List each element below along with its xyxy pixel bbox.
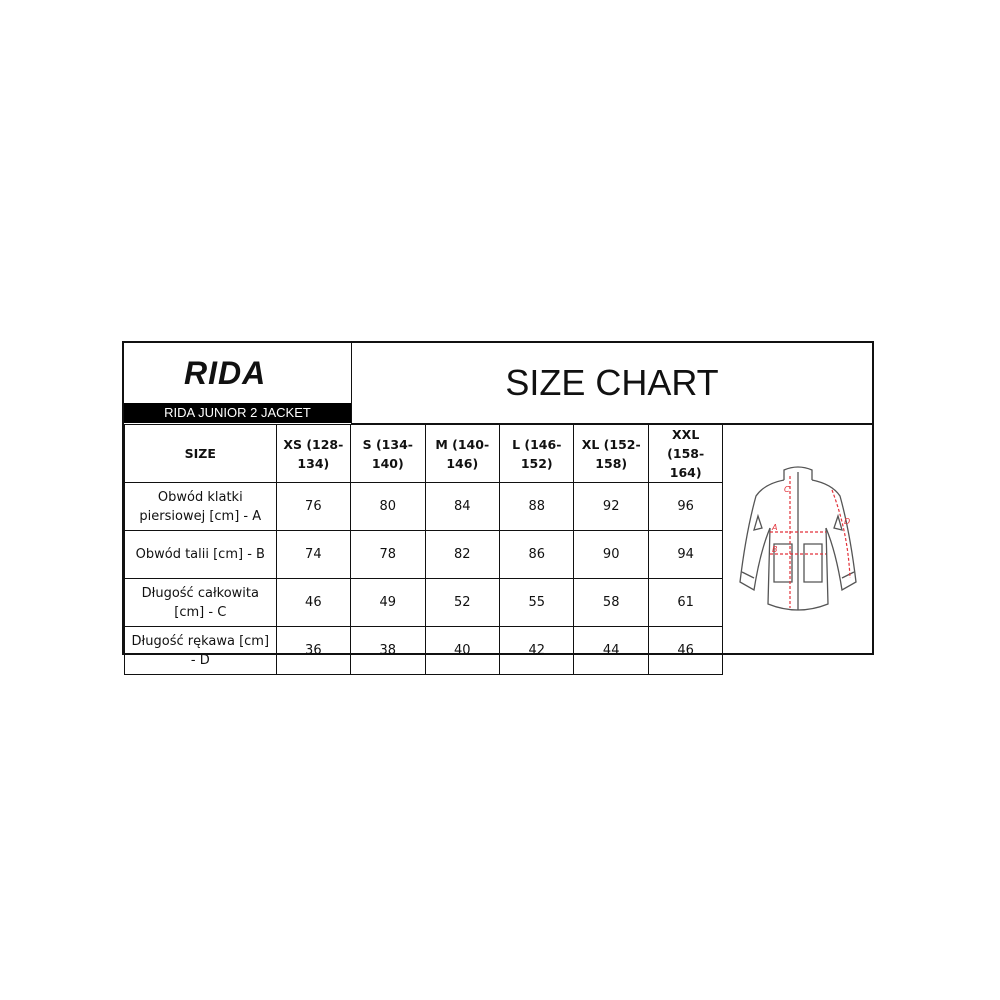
table-cell: 61	[648, 579, 722, 627]
page-title: SIZE CHART	[505, 362, 719, 403]
table-cell: 82	[425, 531, 499, 579]
size-chart	[122, 341, 874, 668]
title-panel	[352, 343, 872, 424]
table-cell: 88	[500, 483, 574, 531]
jacket-measurement-icon	[724, 432, 872, 662]
table-cell: 40	[425, 627, 499, 675]
marker-label: C	[783, 484, 790, 494]
brand-panel	[124, 343, 352, 424]
marker-label: D	[843, 516, 850, 526]
table-cell: 86	[500, 531, 574, 579]
table-cell: 92	[574, 483, 648, 531]
table-cell: 52	[425, 579, 499, 627]
row-label: Długość całkowita [cm] - C	[125, 579, 277, 627]
table-cell: 96	[648, 483, 722, 531]
product-name: RIDA JUNIOR 2 JACKET	[124, 403, 351, 423]
column-header: XL (152-158)	[574, 425, 648, 483]
column-header: M (140-146)	[425, 425, 499, 483]
column-header: XXL (158-164)	[648, 425, 722, 483]
table-cell: 84	[425, 483, 499, 531]
table-cell: 94	[648, 531, 722, 579]
row-label: Obwód talii [cm] - B	[125, 531, 277, 579]
column-header: L (146-152)	[500, 425, 574, 483]
row-label: Obwód klatki piersiowej [cm] - A	[125, 483, 277, 531]
table-cell: 44	[574, 627, 648, 675]
brand-logo: RIDA	[184, 355, 267, 391]
row-label: Długość rękawa [cm] - D	[125, 627, 277, 675]
table-cell: 76	[276, 483, 350, 531]
table-cell: 36	[276, 627, 350, 675]
size-table	[124, 424, 872, 675]
column-header: SIZE	[125, 425, 277, 483]
table-cell: 55	[500, 579, 574, 627]
column-header: XS (128-134)	[276, 425, 350, 483]
marker-label: A	[771, 522, 778, 532]
table-cell: 90	[574, 531, 648, 579]
table-cell: 46	[276, 579, 350, 627]
table-cell: 42	[500, 627, 574, 675]
table-cell: 58	[574, 579, 648, 627]
table-header-row	[125, 425, 873, 483]
table-cell: 78	[351, 531, 425, 579]
jacket-diagram-cell	[723, 425, 872, 675]
table-cell: 80	[351, 483, 425, 531]
table-cell: 74	[276, 531, 350, 579]
table-cell: 46	[648, 627, 722, 675]
table-cell: 38	[351, 627, 425, 675]
marker-label: B	[771, 544, 778, 554]
column-header: S (134-140)	[351, 425, 425, 483]
table-cell: 49	[351, 579, 425, 627]
